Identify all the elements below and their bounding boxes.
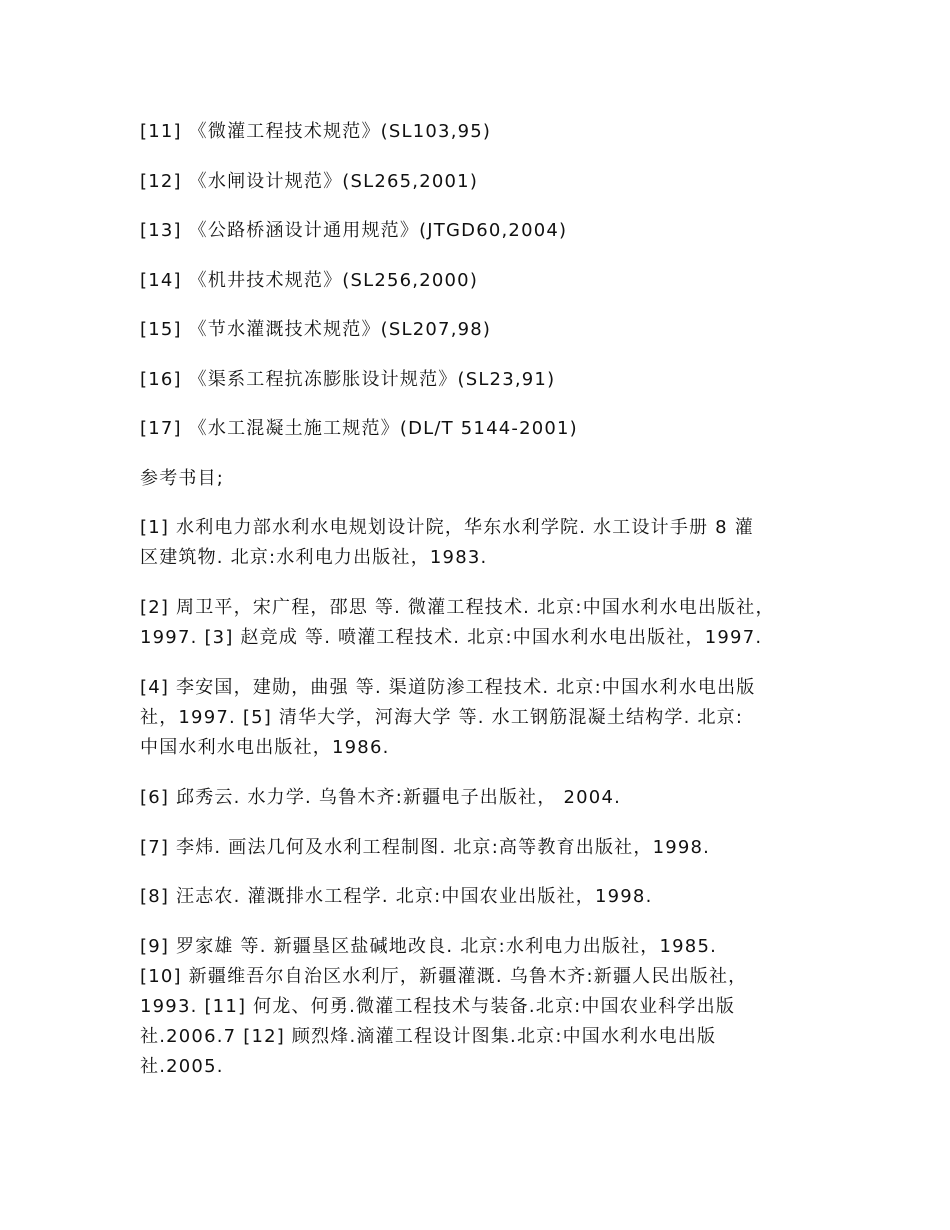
standard-ref-14: [14] 《机井技术规范》(SL256,2000) — [140, 269, 479, 291]
book-ref-7: [7] 李炜. 画法几何及水利工程制图. 北京:高等教育出版社，1998. — [140, 836, 711, 858]
book-ref-1-line-1: [1] 水利电力部水利水电规划设计院，华东水利学院. 水工设计手册 8 灌 — [140, 517, 754, 538]
book-ref-9-line-1: [9] 罗家雄 等. 新疆垦区盐碱地改良. 北京:水利电力出版社，1985. — [140, 935, 718, 957]
book-ref-1-line-2: 区建筑物. 北京:水利电力出版社，1983. — [140, 547, 488, 568]
book-ref-2 — [140, 593, 830, 653]
book-ref-2-line-1: [2] 周卫平，宋广程，邵思 等. 微灌工程技术. 北京:中国水利水电出版社， — [140, 597, 775, 618]
book-ref-9-line-4: 社.2006.7 [12] 顾烈烽.滴灌工程设计图集.北京:中国水利水电出版 — [140, 1025, 717, 1047]
book-ref-4-line-2: 社，1997. [5] 清华大学，河海大学 等. 水工钢筋混凝土结构学. 北京: — [140, 707, 744, 728]
book-ref-9 — [140, 932, 830, 1082]
book-ref-2-line-2: 1997. [3] 赵竞成 等. 喷灌工程技术. 北京:中国水利水电出版社，1997. — [140, 627, 763, 648]
reference-list — [140, 117, 830, 1082]
book-ref-9-line-3: 1993. [11] 何龙、何勇.微灌工程技术与装备.北京:中国农业科学出版 — [140, 995, 736, 1017]
standard-ref-11: [11] 《微灌工程技术规范》(SL103,95) — [140, 121, 492, 142]
books-heading: 参考书目; — [140, 467, 225, 489]
book-ref-9-line-5: 社.2005. — [140, 1055, 224, 1077]
book-ref-9-line-2: [10] 新疆维吾尔自治区水利厅，新疆灌溉. 乌鲁木齐:新疆人民出版社， — [140, 965, 748, 987]
standard-ref-17: [17] 《水工混凝土施工规范》(DL/T 5144-2001) — [140, 418, 578, 439]
standard-ref-13: [13] 《公路桥涵设计通用规范》(JTGD60,2004) — [140, 220, 568, 241]
book-ref-4-line-1: [4] 李安国，建勋，曲强 等. 渠道防渗工程技术. 北京:中国水利水电出版 — [140, 677, 756, 698]
standard-ref-16: [16] 《渠系工程抗冻膨胀设计规范》(SL23,91) — [140, 368, 556, 390]
standard-ref-12: [12] 《水闸设计规范》(SL265,2001) — [140, 170, 479, 192]
book-ref-1 — [140, 513, 830, 573]
book-ref-4-line-3: 中国水利水电出版社，1986. — [140, 737, 390, 758]
book-ref-4 — [140, 673, 830, 763]
standard-ref-15: [15] 《节水灌溉技术规范》(SL207,98) — [140, 319, 492, 340]
book-ref-8: [8] 汪志农. 灌溉排水工程学. 北京:中国农业出版社，1998. — [140, 886, 653, 907]
book-ref-6: [6] 邱秀云. 水力学. 乌鲁木齐:新疆电子出版社， 2004. — [140, 787, 622, 808]
